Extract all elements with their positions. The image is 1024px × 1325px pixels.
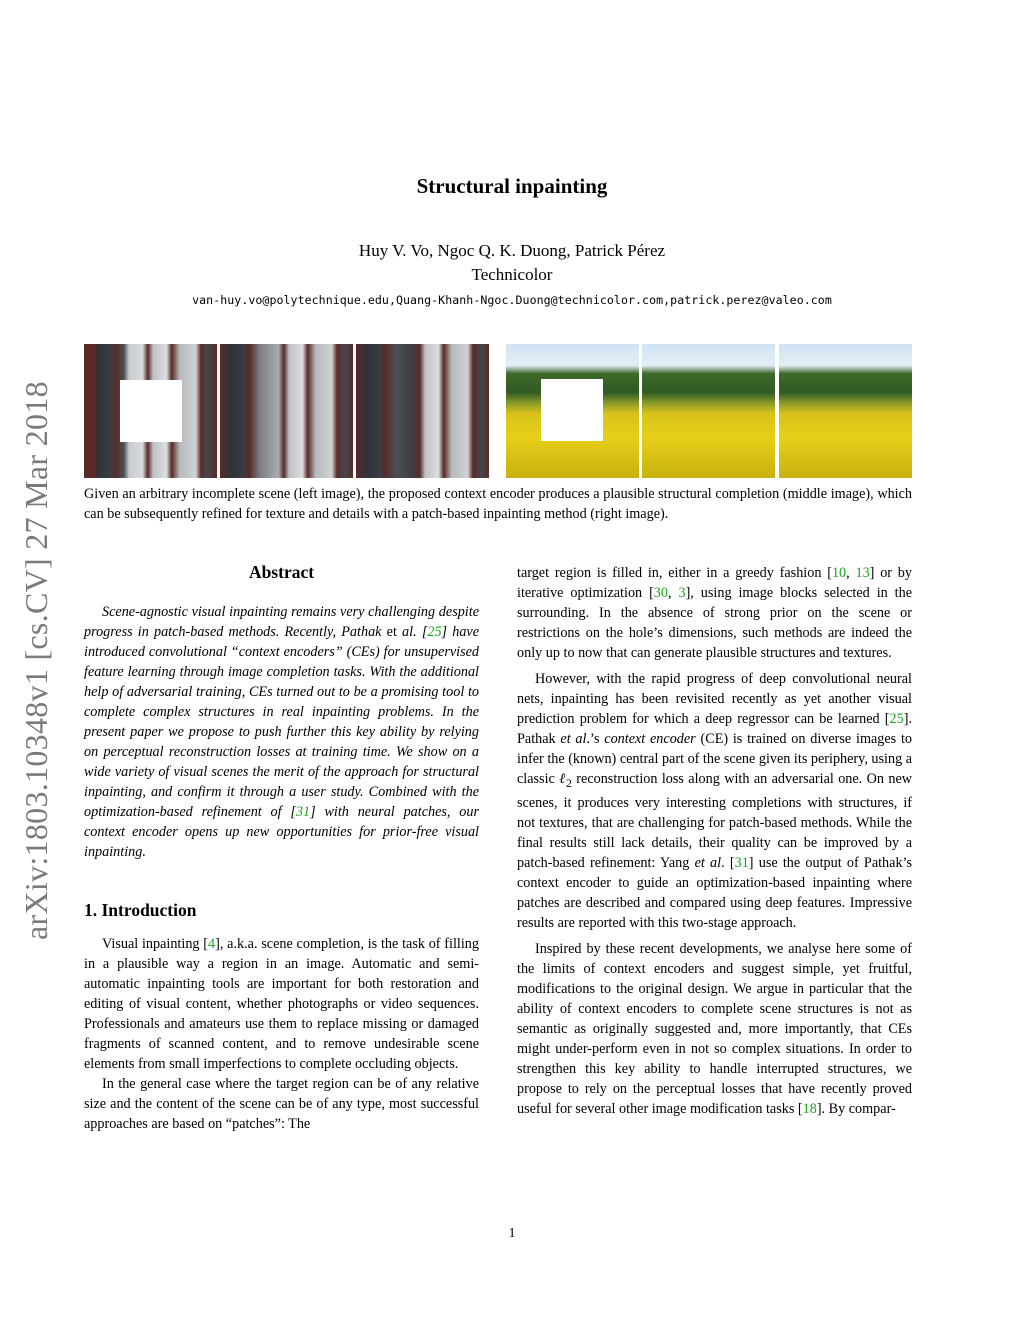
abstract-heading: Abstract [248, 562, 315, 582]
text-part: ]. By compar- [816, 1100, 896, 1117]
text-part: However, with the rapid progress of deep convolutional neural nets, inpainting has been revisited recently as yet another visual prediction problem for which a deep regressor can be learned [ [517, 671, 912, 727]
text-part: et al [560, 731, 587, 747]
arxiv-side-label: arXiv:1803.10348v1 [cs.CV] 27 Mar 2018 [18, 381, 54, 940]
text-part: . [ [721, 854, 735, 871]
right-column [517, 563, 912, 1119]
remotes-incomplete-image [84, 344, 217, 478]
introduction-heading: 1. Introduction [84, 900, 197, 920]
citation-link[interactable]: 3 [678, 585, 686, 601]
right-paragraph-3 [517, 939, 912, 1119]
text-part: ]. Pathak [517, 711, 912, 747]
citation-link[interactable]: 31 [734, 854, 749, 871]
author-emails: van-huy.vo@polytechnique.edu,Quang-Khanh-Ngoc.Duong@technicolor.com,patrick.perez@valeo.com [192, 293, 832, 307]
abstract-text-part: al. [ [396, 624, 428, 640]
right-paragraph-2 [517, 669, 912, 933]
intro-text-part: ], a.k.a. scene completion, is the task of filling in a plausible way a region in an image. Automatic and semi-automatic inpainting tools are important for both restoration and editing of visual content, whether photographs or video sequences. Professionals and amateurs use them to replace missing or damaged fragments of scanned content, and to remove undesirable scene elements from small imperfections to complete occluding objects. [84, 936, 479, 1072]
abstract-text-part: Scene-agnostic visual inpainting remains very challenging despite progress in patch-based methods. Recently, Pathak [84, 604, 479, 640]
math-symbol: ℓ [559, 771, 566, 787]
author-list: Huy V. Vo, Ngoc Q. K. Duong, Patrick Pérez [358, 241, 666, 260]
text-part: ] or by iterative optimization [ [517, 565, 912, 601]
citation-link[interactable]: 25 [427, 624, 442, 640]
citation-link[interactable]: 13 [855, 565, 870, 581]
math-subscript: 2 [565, 775, 572, 790]
intro-paragraph-1 [84, 934, 479, 1074]
text-part: (CE) is trained on diverse images to infer the (known) central part of the scene given its periphery, using a classic [517, 731, 913, 787]
text-part: context encoder [604, 731, 696, 747]
citation-link[interactable]: 4 [208, 936, 216, 952]
text-part: Inspired by these recent developments, we analyse here some of the limits of context encoders and suggest simple, yet fruitful, modifications to the original design. We argue in particular that the ability of context encoders to complete scene structures is not as semantic as originally suggested and, more importantly, that CEs might under-perform even in not so complex situations. In order to strengthen this key ability to handle interrupted structures, we propose to rely on the perceptual losses that have recently proved useful for several other image modification tasks [ [517, 940, 912, 1117]
abstract-text-part: et [386, 624, 397, 640]
text-part: , [846, 565, 856, 581]
text-part: , [667, 585, 679, 601]
citation-link[interactable]: 31 [295, 804, 311, 820]
figure-caption: Given an arbitrary incomplete scene (left image), the proposed context encoder produces a plausible structural completion (middle image), which can be subsequently refined for texture and details with a patch-based inpainting method (right image). [84, 486, 912, 522]
left-column [84, 562, 479, 1134]
abstract-text-part: ] have introduced convolutional “context encoders” (CEs) for unsupervised feature learning through image completion tasks. With the additional help of adversarial training, CEs turned out to be a promising tool to complete complex structures in real inpainting problems. In the present paper we propose to push further this key ability by relying on perceptual reconstruction losses at training time. We show on a wide variety of visual scenes the merit of the approach for structural inpainting, and confirm it through a user study. Combined with the optimization-based refinement of [ [84, 624, 480, 820]
intro-paragraph-2: In the general case where the target region can be of any relative size and the content of the scene can be of any type, most successful approaches are based on “patches”: The [84, 1076, 479, 1132]
citation-link[interactable]: 25 [889, 711, 904, 727]
paper-title: Structural inpainting [416, 174, 608, 198]
text-part: ], using image blocks selected in the surrounding. In the absence of strong prior on the scene or restrictions on the hole’s dimensions, such methods are indeed the only up to now that can generate plausible structures and textures. [517, 585, 913, 661]
citation-link[interactable]: 30 [653, 585, 668, 601]
text-part: target region is filled in, either in a greedy fashion [ [517, 565, 832, 581]
text-part: ] use the output of Pathak’s context encoder to guide an optimization-based inpainting where patches are described and compared using deep features. Impressive results are reported with this two-stage approach. [517, 854, 913, 931]
citation-link[interactable]: 10 [831, 565, 847, 581]
page-number: 1 [508, 1226, 516, 1241]
field-refined-image [779, 344, 912, 478]
text-part: reconstruction loss along with an adversarial one. On new scenes, it produces very interesting completions with structures, if not textures, that are challenging for patch-based methods. While the final results still lack details, their quality can be improved by a patch-based refinement: Yang [517, 771, 913, 871]
affiliation: Technicolor [471, 265, 553, 284]
abstract-text [84, 602, 479, 862]
remotes-refined-image [356, 344, 489, 478]
text-part: et al [694, 854, 722, 871]
right-paragraph-1 [517, 563, 912, 663]
text-part: .’s [586, 731, 605, 747]
abstract-text-part: ] with neural patches, our context encoder opens up new opportunities for prior-free visual inpainting. [84, 804, 479, 860]
field-structural-completion-image [642, 344, 775, 478]
citation-link[interactable]: 18 [802, 1100, 817, 1117]
field-incomplete-image [506, 344, 639, 478]
remotes-structural-completion-image [220, 344, 353, 478]
intro-text-part: Visual inpainting [ [102, 936, 209, 952]
